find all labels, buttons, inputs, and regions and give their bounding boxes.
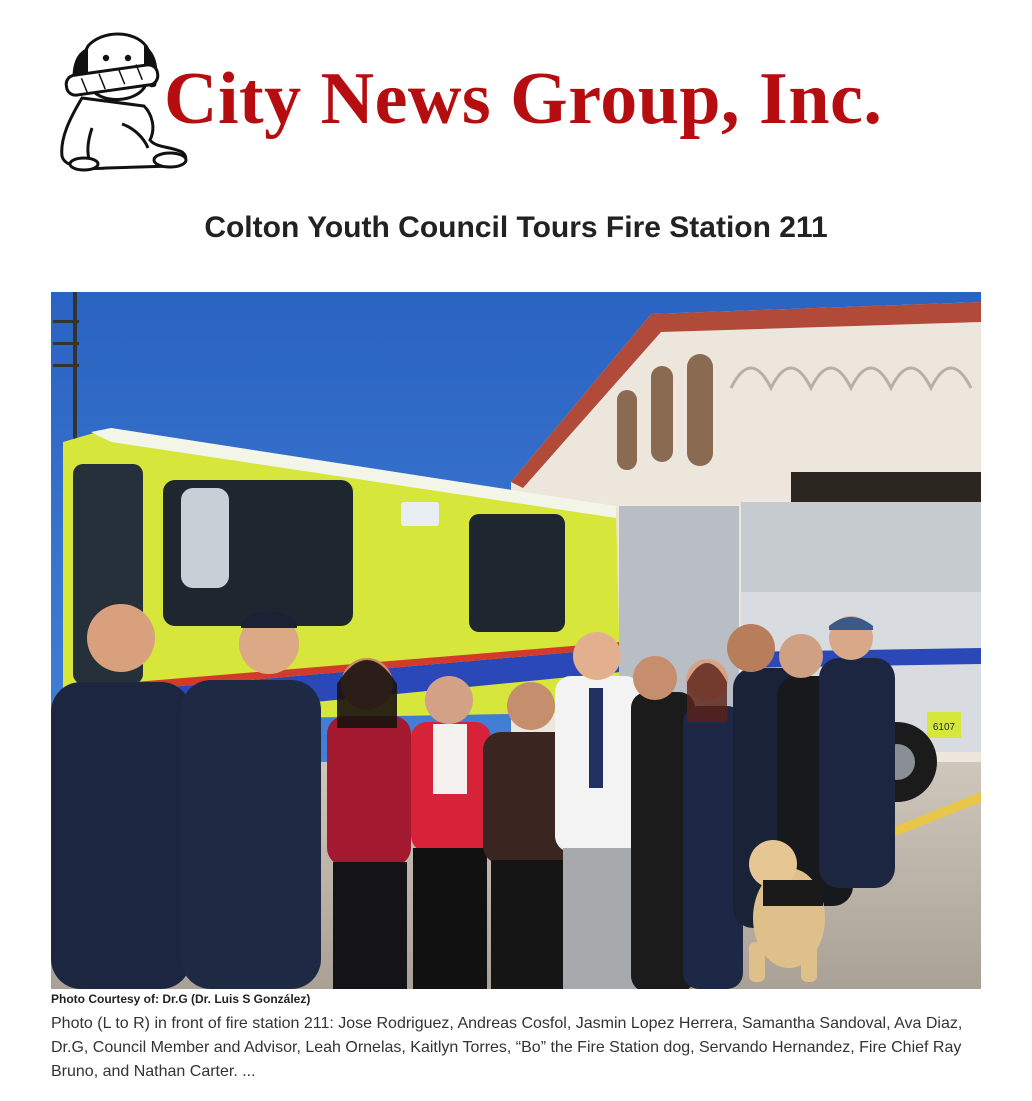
masthead [52, 28, 982, 174]
photo-caption: Photo (L to R) in front of fire station 211: Jose Rodriguez, Andreas Cosfol, Jasmin Lopez Herrera, Samantha Sandoval, Ava Diaz, Dr.G, Council Member and Advisor, Leah Ornelas, Kaitlyn Torres, “Bo” the Fire Station dog, Servando Hernandez, Fire Chief Ray Bruno, and Nathan Carter. ... [51, 1015, 963, 1080]
group-photo-illustration [51, 292, 981, 989]
brand-name[interactable]: City News Group, Inc. [164, 58, 883, 140]
article-headline: Colton Youth Council Tours Fire Station 211 [204, 211, 828, 244]
person [411, 676, 491, 989]
person [555, 632, 641, 989]
photo-credit: Photo Courtesy of: Dr.G (Dr. Luis S González) [51, 992, 311, 1006]
engine-badge: 6107 [932, 722, 956, 733]
article-photo [51, 292, 981, 989]
